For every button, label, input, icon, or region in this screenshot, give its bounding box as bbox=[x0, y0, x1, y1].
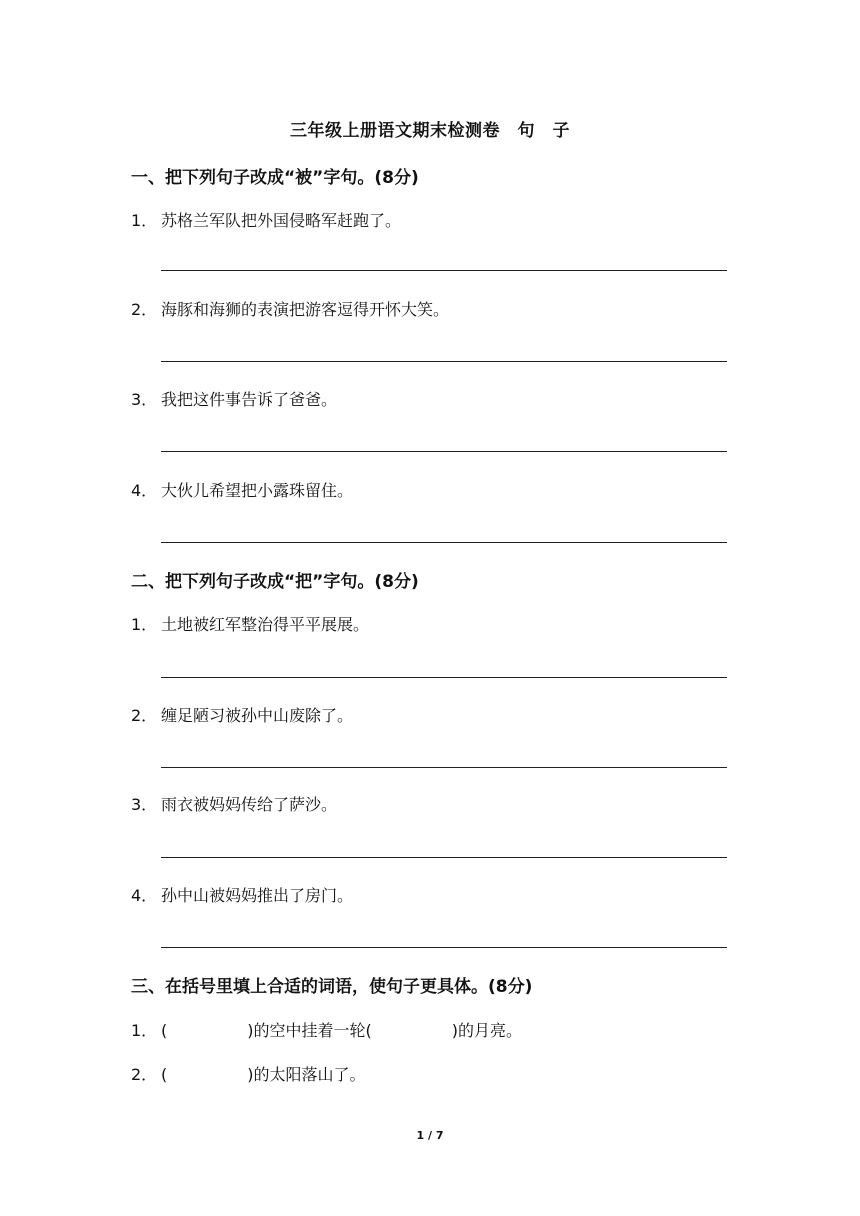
question-text: 土地被红军整治得平平展展。 bbox=[161, 615, 370, 634]
page-number: 1 / 7 bbox=[416, 1129, 444, 1142]
question-1-4 bbox=[131, 478, 353, 501]
question-1-1 bbox=[131, 208, 401, 231]
question-text: 大伙儿希望把小露珠留住。 bbox=[161, 481, 354, 500]
question-text: 苏格兰军队把外国侵略军赶跑了。 bbox=[161, 211, 402, 230]
section-heading-1: 一、把下列句子改成“被”字句。(8分) bbox=[131, 168, 419, 188]
question-1-2 bbox=[131, 297, 449, 320]
close-paren: ) bbox=[247, 1065, 254, 1084]
answer-line-1-4[interactable] bbox=[161, 542, 727, 543]
question-text-part: 的太阳落山了。 bbox=[253, 1065, 366, 1084]
question-text: 海豚和海狮的表演把游客逗得开怀大笑。 bbox=[161, 300, 450, 319]
question-text: 缠足陋习被孙中山废除了。 bbox=[161, 706, 354, 725]
section-heading-3: 三、在括号里填上合适的词语，使句子更具体。(8分) bbox=[131, 977, 533, 997]
answer-line-2-4[interactable] bbox=[161, 947, 727, 948]
answer-line-1-2[interactable] bbox=[161, 361, 727, 362]
question-number: 2． bbox=[131, 706, 158, 725]
question-number: 4． bbox=[131, 886, 158, 905]
page-title: 三年级上册语文期末检测卷 句 子 bbox=[290, 121, 570, 141]
question-1-3 bbox=[131, 387, 337, 410]
answer-line-2-3[interactable] bbox=[161, 857, 727, 858]
question-3-1 bbox=[131, 1018, 522, 1041]
open-paren: ( bbox=[161, 1021, 168, 1040]
question-number: 1． bbox=[131, 211, 158, 230]
question-number: 2． bbox=[131, 300, 158, 319]
section-heading-2: 二、把下列句子改成“把”字句。(8分) bbox=[131, 572, 419, 592]
close-paren: ) bbox=[247, 1021, 254, 1040]
question-text: 雨衣被妈妈传给了萨沙。 bbox=[161, 795, 338, 814]
question-number: 1． bbox=[131, 615, 158, 634]
question-text-part: 的空中挂着一轮 bbox=[253, 1021, 366, 1040]
question-number: 3． bbox=[131, 390, 158, 409]
answer-line-1-1[interactable] bbox=[161, 270, 727, 271]
question-text-part: 的月亮。 bbox=[458, 1021, 523, 1040]
question-2-3 bbox=[131, 792, 337, 815]
open-paren: ( bbox=[365, 1021, 372, 1040]
question-2-2 bbox=[131, 703, 353, 726]
question-2-1 bbox=[131, 612, 369, 635]
question-text: 孙中山被妈妈推出了房门。 bbox=[161, 886, 354, 905]
question-number: 3． bbox=[131, 795, 158, 814]
answer-line-2-2[interactable] bbox=[161, 767, 727, 768]
question-number: 2． bbox=[131, 1065, 158, 1084]
question-3-2 bbox=[131, 1062, 366, 1085]
question-number: 1． bbox=[131, 1021, 158, 1040]
answer-line-1-3[interactable] bbox=[161, 451, 727, 452]
open-paren: ( bbox=[161, 1065, 168, 1084]
question-2-4 bbox=[131, 883, 353, 906]
answer-line-2-1[interactable] bbox=[161, 677, 727, 678]
question-text: 我把这件事告诉了爸爸。 bbox=[161, 390, 338, 409]
close-paren: ) bbox=[451, 1021, 459, 1040]
question-number: 4． bbox=[131, 481, 158, 500]
